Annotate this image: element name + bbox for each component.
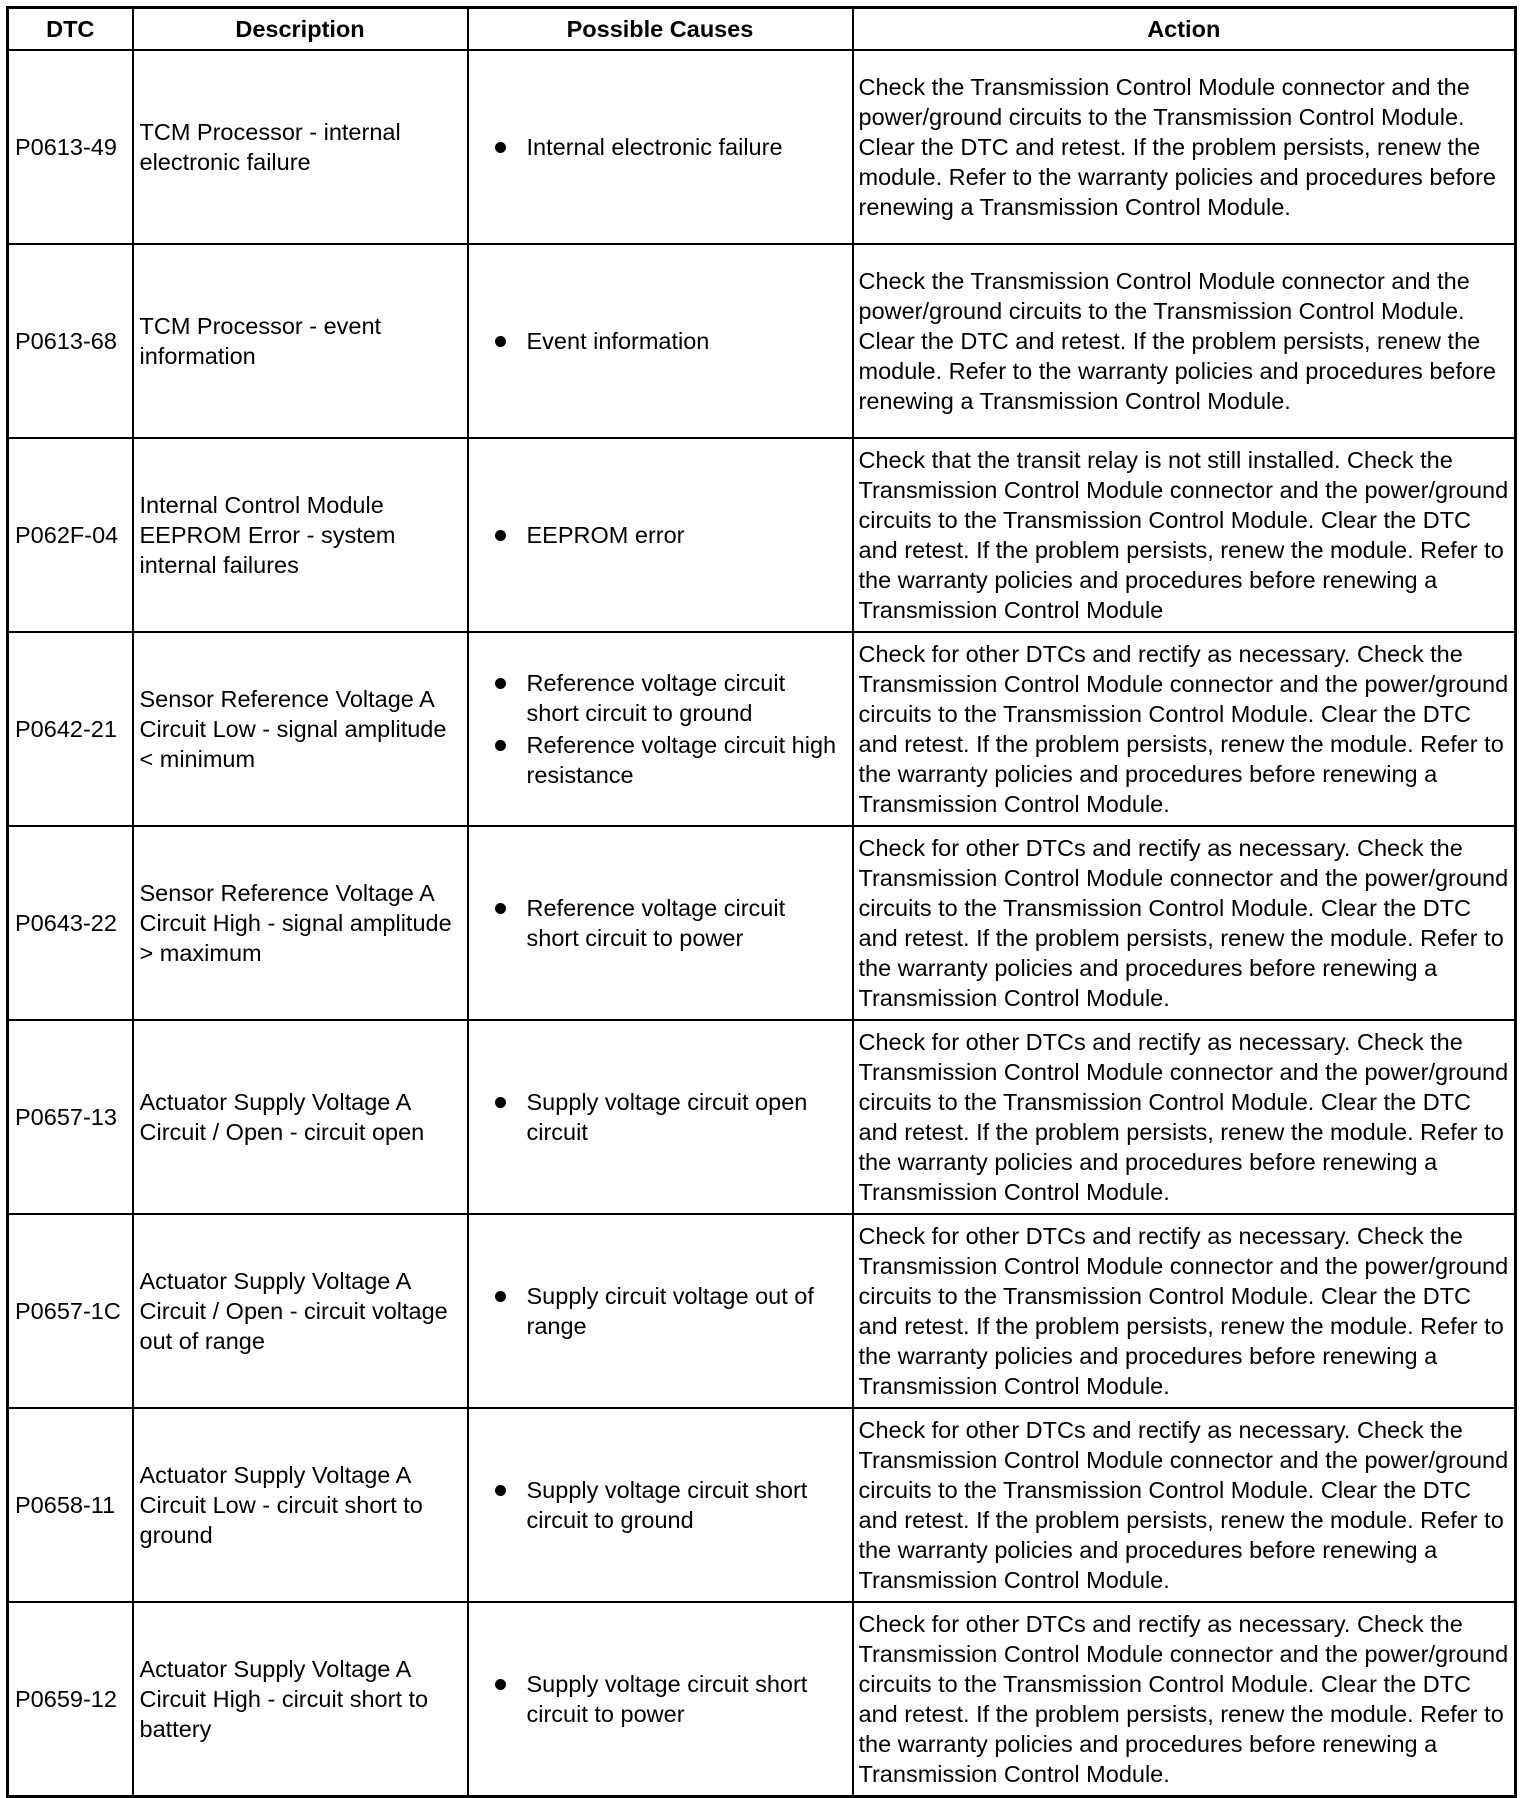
cause-item [489,1475,844,1535]
action-text: Check the Transmission Control Module connector and the power/ground circuits to the Transmission Control Module. Clear the DTC and retest. If the problem persists, renew the module. Refer to the warranty policies and procedures before renewing a Transmission Control Module. [853,244,1516,438]
bullet-icon [495,530,506,541]
cause-item [489,520,844,550]
action-text: Check for other DTCs and rectify as necessary. Check the Transmission Control Module connector and the power/ground circuits to the Transmission Control Module. Clear the DTC and retest. If the problem persists, renew the module. Refer to the warranty policies and procedures before renewing a Transmission Control Module. [853,632,1516,826]
bullet-icon [495,1097,506,1108]
action-text: Check for other DTCs and rectify as necessary. Check the Transmission Control Module connector and the power/ground circuits to the Transmission Control Module. Clear the DTC and retest. If the problem persists, renew the module. Refer to the warranty policies and procedures before renewing a Transmission Control Module. [853,1602,1516,1797]
dtc-description: Actuator Supply Voltage A Circuit Low - circuit short to ground [133,1408,468,1602]
cause-text: Supply voltage circuit open circuit [526,1089,808,1145]
possible-causes [468,1602,853,1797]
bullet-icon [495,678,506,689]
dtc-code: P0659-12 [8,1602,133,1797]
dtc-table [6,6,1517,1798]
dtc-code: P062F-04 [8,438,133,632]
dtc-document [6,6,1514,1787]
table-row [8,1214,1516,1408]
cause-item [489,326,844,356]
action-text: Check for other DTCs and rectify as necessary. Check the Transmission Control Module connector and the power/ground circuits to the Transmission Control Module. Clear the DTC and retest. If the problem persists, renew the module. Refer to the warranty policies and procedures before renewing a Transmission Control Module. [853,1214,1516,1408]
dtc-code: P0642-21 [8,632,133,826]
possible-causes [468,1408,853,1602]
table-row [8,826,1516,1020]
dtc-code: P0613-68 [8,244,133,438]
possible-causes [468,632,853,826]
dtc-code: P0657-13 [8,1020,133,1214]
header-dtc: DTC [8,8,133,51]
possible-causes [468,244,853,438]
table-row [8,438,1516,632]
dtc-description: Actuator Supply Voltage A Circuit / Open - circuit open [133,1020,468,1214]
possible-causes [468,826,853,1020]
bullet-icon [495,903,506,914]
cause-item [489,1281,844,1341]
dtc-code: P0643-22 [8,826,133,1020]
dtc-description: TCM Processor - internal electronic failure [133,50,468,244]
bullet-icon [495,336,506,347]
table-row [8,1408,1516,1602]
bullet-icon [495,1485,506,1496]
dtc-description: TCM Processor - event information [133,244,468,438]
action-text: Check the Transmission Control Module connector and the power/ground circuits to the Transmission Control Module. Clear the DTC and retest. If the problem persists, renew the module. Refer to the warranty policies and procedures before renewing a Transmission Control Module. [853,50,1516,244]
cause-text: Reference voltage circuit high resistance [526,732,837,788]
dtc-description: Internal Control Module EEPROM Error - system internal failures [133,438,468,632]
cause-item [489,1087,844,1147]
cause-text: Internal electronic failure [526,134,783,160]
table-row [8,50,1516,244]
table-row [8,632,1516,826]
dtc-description: Sensor Reference Voltage A Circuit Low - signal amplitude < minimum [133,632,468,826]
dtc-code: P0658-11 [8,1408,133,1602]
table-header-row [8,8,1516,51]
table-row [8,1020,1516,1214]
action-text: Check that the transit relay is not still installed. Check the Transmission Control Module connector and the power/ground circuits to the Transmission Control Module. Clear the DTC and retest. If the problem persists, renew the module. Refer to the warranty policies and procedures before renewing a Transmission Control Module [853,438,1516,632]
action-text: Check for other DTCs and rectify as necessary. Check the Transmission Control Module connector and the power/ground circuits to the Transmission Control Module. Clear the DTC and retest. If the problem persists, renew the module. Refer to the warranty policies and procedures before renewing a Transmission Control Module. [853,826,1516,1020]
header-description: Description [133,8,468,51]
possible-causes [468,1214,853,1408]
cause-item [489,893,844,953]
cause-item [489,730,844,790]
cause-text: Reference voltage circuit short circuit to ground [526,670,786,726]
dtc-description: Actuator Supply Voltage A Circuit / Open - circuit voltage out of range [133,1214,468,1408]
bullet-icon [495,740,506,751]
header-possible-causes: Possible Causes [468,8,853,51]
possible-causes [468,50,853,244]
dtc-code: P0657-1C [8,1214,133,1408]
cause-item [489,668,844,728]
cause-item [489,1669,844,1729]
cause-text: Supply voltage circuit short circuit to power [526,1671,808,1727]
dtc-code: P0613-49 [8,50,133,244]
action-text: Check for other DTCs and rectify as necessary. Check the Transmission Control Module connector and the power/ground circuits to the Transmission Control Module. Clear the DTC and retest. If the problem persists, renew the module. Refer to the warranty policies and procedures before renewing a Transmission Control Module. [853,1020,1516,1214]
dtc-description: Sensor Reference Voltage A Circuit High - signal amplitude > maximum [133,826,468,1020]
cause-text: Reference voltage circuit short circuit to power [526,895,786,951]
possible-causes [468,438,853,632]
possible-causes [468,1020,853,1214]
cause-text: Supply voltage circuit short circuit to ground [526,1477,808,1533]
cause-text: EEPROM error [526,522,685,548]
bullet-icon [495,142,506,153]
cause-text: Supply circuit voltage out of range [526,1283,814,1339]
action-text: Check for other DTCs and rectify as necessary. Check the Transmission Control Module connector and the power/ground circuits to the Transmission Control Module. Clear the DTC and retest. If the problem persists, renew the module. Refer to the warranty policies and procedures before renewing a Transmission Control Module. [853,1408,1516,1602]
dtc-description: Actuator Supply Voltage A Circuit High - circuit short to battery [133,1602,468,1797]
table-row [8,244,1516,438]
cause-text: Event information [526,328,710,354]
cause-item [489,132,844,162]
bullet-icon [495,1679,506,1690]
header-action: Action [853,8,1516,51]
bullet-icon [495,1291,506,1302]
table-row [8,1602,1516,1797]
